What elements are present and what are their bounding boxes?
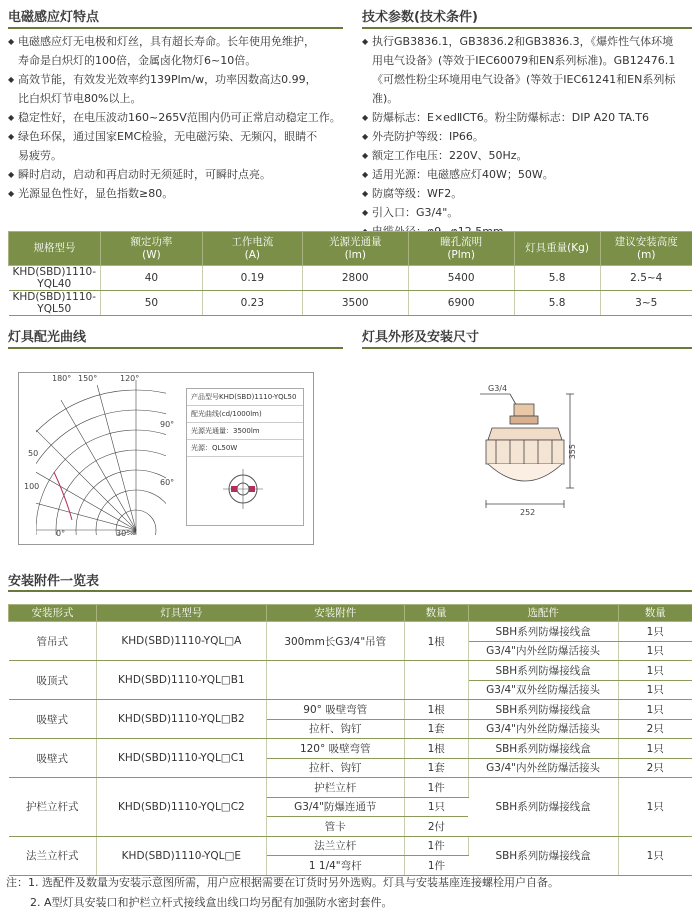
install-type-cell: 法兰立杆式 xyxy=(9,836,97,875)
feature-line xyxy=(8,51,343,70)
spec-text: 适用光源：电磁感应灯40W；50W。 xyxy=(372,168,554,181)
option-cell: SBH系列防爆接线盒 xyxy=(468,700,618,720)
angle-label-0: 0° xyxy=(56,529,66,538)
polar-grid-ring xyxy=(76,470,166,535)
table-cell: 2.5~4 xyxy=(600,266,692,291)
option-cell: G3/4"双外丝防爆活接头 xyxy=(468,680,618,700)
feature-line xyxy=(8,32,343,51)
spec-line xyxy=(362,146,697,165)
spec-text: 用电气设备》(等效于IEC60079和EN系列标准)。GB12476.1 xyxy=(372,54,676,67)
polar-grid-ray xyxy=(61,400,136,530)
install-type-cell: 管吊式 xyxy=(9,622,97,661)
spec-text: 执行GB3836.1，GB3836.2和GB3836.3，《爆炸性气体环境 xyxy=(372,35,674,48)
table-cell: 40 xyxy=(100,266,202,291)
polar-grid-ring xyxy=(36,430,166,535)
option-qty-cell: 1只 xyxy=(618,622,692,642)
dims-title-underline xyxy=(362,347,692,349)
feature-text: 寿命是白炽灯的100倍，金属卤化物灯6~10倍。 xyxy=(18,54,257,67)
curve-info-source: 光源：QL50W xyxy=(187,440,303,457)
table-row xyxy=(9,291,693,316)
accessory-table xyxy=(8,604,692,876)
feature-text: 易疲劳。 xyxy=(18,149,62,162)
part-cell: 300mm长G3/4"吊管 xyxy=(266,622,404,661)
polar-curve-diagram xyxy=(36,380,166,535)
option-qty-cell: 1只 xyxy=(618,778,692,837)
specs-list xyxy=(362,32,697,241)
lamp-model-cell: KHD(SBD)1110-YQL□A xyxy=(96,622,266,661)
table-row xyxy=(9,739,693,759)
feature-line xyxy=(8,127,343,146)
part-qty-cell: 1件 xyxy=(404,856,468,876)
table-row xyxy=(9,700,693,720)
model-table-header-cell: 工作电流 (A) xyxy=(202,232,302,266)
features-list xyxy=(8,32,343,203)
features-title-underline xyxy=(8,27,343,29)
part-cell: 护栏立杆 xyxy=(266,778,404,798)
specs-title-underline xyxy=(362,27,692,29)
model-table-header xyxy=(9,232,693,266)
spec-line xyxy=(362,108,697,127)
model-table-header-cell: 光源光通量 (lm) xyxy=(302,232,408,266)
spec-line xyxy=(362,203,697,222)
table-row xyxy=(9,778,693,798)
angle-label-150: 150° xyxy=(78,374,98,383)
spec-line xyxy=(362,51,697,70)
table-cell: 5400 xyxy=(408,266,514,291)
feature-line xyxy=(8,184,343,203)
bullet-icon: ◆ xyxy=(8,113,15,122)
table-cell: 6900 xyxy=(408,291,514,316)
curve-info-flux: 光源光通量：3500lm xyxy=(187,423,303,440)
feature-text: 光源显色性好，显色指数≥80。 xyxy=(18,187,174,200)
option-qty-cell: 1只 xyxy=(618,641,692,661)
part-cell: 拉杆、钩钉 xyxy=(266,719,404,739)
bullet-icon: ◆ xyxy=(362,113,369,122)
table-row xyxy=(9,836,693,856)
acc-title: 安装附件一览表 xyxy=(8,574,100,589)
feature-line xyxy=(8,89,343,108)
polar-grid-ray xyxy=(97,385,136,530)
table-row xyxy=(9,661,693,681)
option-qty-cell: 2只 xyxy=(618,758,692,778)
option-cell: SBH系列防爆接线盒 xyxy=(468,622,618,642)
table-row xyxy=(9,266,693,291)
specs-title: 技术参数(技术条件) xyxy=(362,10,478,25)
table-cell: 5.8 xyxy=(514,266,600,291)
table-row xyxy=(9,622,693,642)
table-cell: KHD(SBD)1110-YQL50 xyxy=(9,291,101,316)
install-type-cell: 吸顶式 xyxy=(9,661,97,700)
feature-line xyxy=(8,108,343,127)
part-qty-cell: 2付 xyxy=(404,817,468,837)
part-cell: 拉杆、钩钉 xyxy=(266,758,404,778)
part-qty-cell: 1根 xyxy=(404,700,468,720)
option-cell: G3/4"内外丝防爆活接头 xyxy=(468,758,618,778)
accessory-table-header-cell: 安装形式 xyxy=(9,605,97,622)
bullet-icon: ◆ xyxy=(362,208,369,217)
bullet-icon: ◆ xyxy=(8,37,15,46)
part-cell: 管卡 xyxy=(266,817,404,837)
spec-line xyxy=(362,127,697,146)
table-cell: 0.23 xyxy=(202,291,302,316)
radius-label-50: 50 xyxy=(28,449,39,458)
curve-info-panel xyxy=(186,388,304,526)
bullet-icon: ◆ xyxy=(362,132,369,141)
bullet-icon: ◆ xyxy=(8,170,15,179)
bullet-icon xyxy=(8,51,18,70)
bullet-icon xyxy=(362,70,372,108)
dims-height-label: 355 xyxy=(568,444,577,460)
option-cell: SBH系列防爆接线盒 xyxy=(468,661,618,681)
polar-grid-ray xyxy=(36,455,136,530)
table-cell: 3~5 xyxy=(600,291,692,316)
feature-text: 高效节能，有效发光效率约139Plm/w，功率因数高达0.99， xyxy=(18,73,317,86)
angle-label-180: 180° xyxy=(52,374,72,383)
option-qty-cell: 1只 xyxy=(618,700,692,720)
bullet-icon: ◆ xyxy=(362,151,369,160)
part-qty-cell: 1只 xyxy=(404,797,468,817)
spec-line xyxy=(362,32,697,51)
lamp-model-cell: KHD(SBD)1110-YQL□C1 xyxy=(96,739,266,778)
angle-label-90: 90° xyxy=(160,420,175,429)
accessory-table-header xyxy=(9,605,693,622)
accessory-table-header-cell: 数量 xyxy=(618,605,692,622)
model-table-header-cell: 规格型号 xyxy=(9,232,101,266)
spec-text: 额定工作电压：220V、50Hz。 xyxy=(372,149,528,162)
model-table-header-cell: 灯具重量(Kg) xyxy=(514,232,600,266)
bullet-icon: ◆ xyxy=(362,189,369,198)
option-qty-cell: 1只 xyxy=(618,680,692,700)
feature-line xyxy=(8,70,343,89)
part-cell: 1 1/4"弯杆 xyxy=(266,856,404,876)
bullet-icon xyxy=(8,146,18,165)
accessory-table-header-cell: 数量 xyxy=(404,605,468,622)
table-cell: 2800 xyxy=(302,266,408,291)
part-cell xyxy=(266,661,404,700)
note-1: 注：1. 选配件及数量为安装示意图所需，用户应根据需要在订货时另外选购。灯具与安装基座连接螺栓用户自备。 xyxy=(6,876,559,889)
feature-text: 电磁感应灯无电极和灯丝，具有超长寿命。长年使用免维护， xyxy=(18,35,315,48)
lamp-model-cell: KHD(SBD)1110-YQL□E xyxy=(96,836,266,875)
dims-g-label: G3/4 xyxy=(488,384,508,393)
part-qty-cell: 1根 xyxy=(404,739,468,759)
spec-text: 《可燃性粉尘环境用电气设备》(等效于IEC61241和EN系列标准)。 xyxy=(372,73,676,105)
part-qty-cell: 1件 xyxy=(404,778,468,798)
feature-text: 绿色环保，通过国家EMC检验，无电磁污染、无频闪，眼睛不 xyxy=(18,130,318,143)
curve-title-underline xyxy=(8,347,343,349)
table-cell: 50 xyxy=(100,291,202,316)
table-cell: 3500 xyxy=(302,291,408,316)
feature-line xyxy=(8,165,343,184)
feature-line xyxy=(8,146,343,165)
bullet-icon: ◆ xyxy=(8,132,15,141)
part-cell: 法兰立杆 xyxy=(266,836,404,856)
install-type-cell: 护栏立杆式 xyxy=(9,778,97,837)
angle-label-120: 120° xyxy=(120,374,140,383)
feature-text: 稳定性好，在电压波动160~265V范围内仍可正常启动稳定工作。 xyxy=(18,111,341,124)
part-qty-cell: 1套 xyxy=(404,719,468,739)
option-cell: G3/4"内外丝防爆活接头 xyxy=(468,641,618,661)
bullet-icon: ◆ xyxy=(362,170,369,179)
part-cell: G3/4"防爆连通节 xyxy=(266,797,404,817)
spec-line xyxy=(362,165,697,184)
part-qty-cell xyxy=(404,661,468,700)
acc-title-underline xyxy=(8,590,692,592)
accessory-table-header-cell: 选配件 xyxy=(468,605,618,622)
features-title: 电磁感应灯特点 xyxy=(8,10,100,25)
option-qty-cell: 2只 xyxy=(618,719,692,739)
radius-label-100: 100 xyxy=(24,482,40,491)
table-cell: KHD(SBD)1110-YQL40 xyxy=(9,266,101,291)
accessory-table-header-cell: 安装附件 xyxy=(266,605,404,622)
spec-text: 外壳防护等级：IP66。 xyxy=(372,130,484,143)
model-table-header-cell: 瞳孔流明 (Plm) xyxy=(408,232,514,266)
lamp-model-cell: KHD(SBD)1110-YQL□C2 xyxy=(96,778,266,837)
lamp-outline-drawing xyxy=(470,388,580,518)
lamp-model-cell: KHD(SBD)1110-YQL□B2 xyxy=(96,700,266,739)
feature-text: 比白炽灯节电80%以上。 xyxy=(18,92,142,105)
polar-grid-ring xyxy=(36,410,166,535)
dims-width-label: 252 xyxy=(520,508,536,517)
lamp-model-cell: KHD(SBD)1110-YQL□B1 xyxy=(96,661,266,700)
angle-label-30: 30° xyxy=(116,529,131,538)
bullet-icon xyxy=(8,89,18,108)
option-qty-cell: 1只 xyxy=(618,836,692,875)
bullet-icon: ◆ xyxy=(8,189,15,198)
model-table xyxy=(8,231,692,316)
bullet-icon: ◆ xyxy=(362,37,369,46)
lamp-top-view-icon xyxy=(187,457,303,521)
curve-info-unit: 配光曲线(cd/1000lm) xyxy=(187,406,303,423)
bullet-icon xyxy=(362,51,372,70)
option-qty-cell: 1只 xyxy=(618,739,692,759)
light-distribution-curve xyxy=(54,472,72,520)
part-qty-cell: 1根 xyxy=(404,622,468,661)
model-table-header-cell: 额定功率 (W) xyxy=(100,232,202,266)
polar-grid-ring xyxy=(96,490,166,535)
table-cell: 0.19 xyxy=(202,266,302,291)
spec-text: 防爆标志：E×edⅡCT6。粉尘防爆标志：DIP A20 TA.T6 xyxy=(372,111,650,124)
spec-text: 引入口：G3/4"。 xyxy=(372,206,459,219)
bullet-icon: ◆ xyxy=(8,75,15,84)
option-qty-cell: 1只 xyxy=(618,661,692,681)
curve-info-model: 产品型号KHD(SBD)1110-YQL50 xyxy=(187,389,303,406)
option-cell: SBH系列防爆接线盒 xyxy=(468,836,618,875)
dims-title: 灯具外形及安装尺寸 xyxy=(362,330,480,345)
model-table-header-cell: 建议安装高度 (m) xyxy=(600,232,692,266)
install-type-cell: 吸壁式 xyxy=(9,739,97,778)
spec-text: 防腐等级：WF2。 xyxy=(372,187,463,200)
curve-title: 灯具配光曲线 xyxy=(8,330,87,345)
part-qty-cell: 1件 xyxy=(404,836,468,856)
part-cell: 120° 吸壁弯管 xyxy=(266,739,404,759)
feature-text: 瞬时启动，启动和再启动时无须延时，可瞬时点亮。 xyxy=(18,168,271,181)
part-qty-cell: 1套 xyxy=(404,758,468,778)
option-cell: SBH系列防爆接线盒 xyxy=(468,778,618,837)
install-type-cell: 吸壁式 xyxy=(9,700,97,739)
option-cell: SBH系列防爆接线盒 xyxy=(468,739,618,759)
part-cell: 90° 吸壁弯管 xyxy=(266,700,404,720)
note-2: 2. A型灯具安装口和护栏立杆式接线盒出线口均另配有加强防水密封套件。 xyxy=(30,896,393,909)
angle-label-60: 60° xyxy=(160,478,175,487)
option-cell: G3/4"内外丝防爆活接头 xyxy=(468,719,618,739)
spec-line xyxy=(362,70,697,108)
spec-line xyxy=(362,184,697,203)
accessory-table-header-cell: 灯具型号 xyxy=(96,605,266,622)
table-cell: 5.8 xyxy=(514,291,600,316)
